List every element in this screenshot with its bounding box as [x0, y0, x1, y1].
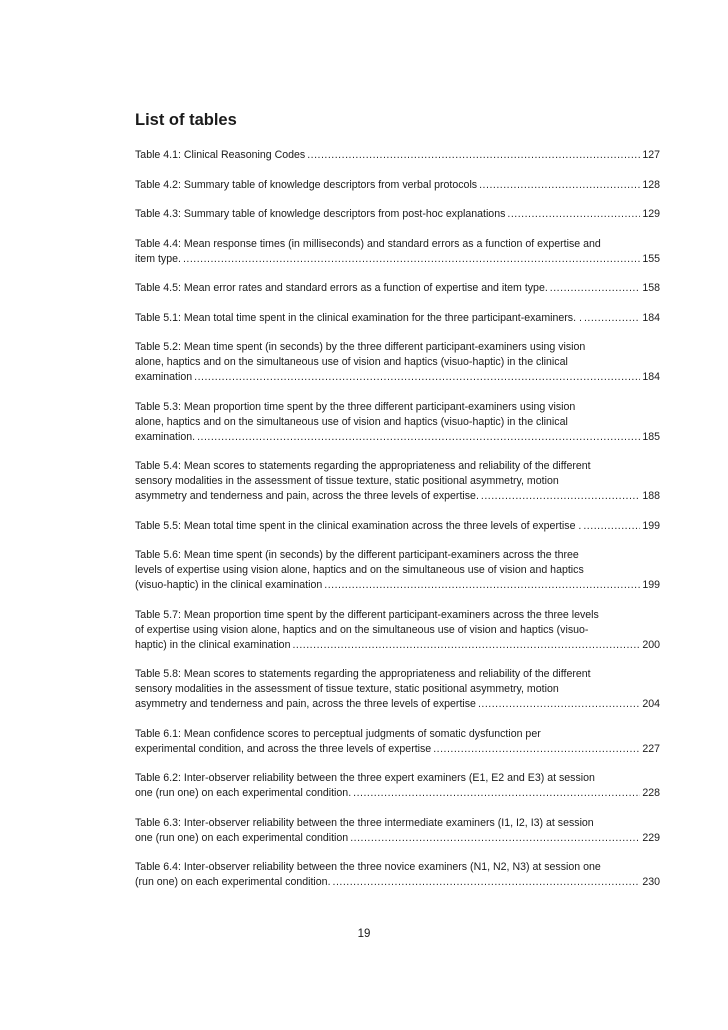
toc-entry-last-line	[135, 875, 660, 890]
toc-entry-title: haptic) in the clinical examination	[135, 638, 291, 651]
toc-entry-last-line	[135, 578, 660, 593]
toc-entry[interactable]	[135, 459, 660, 504]
toc-entry[interactable]	[135, 548, 660, 593]
toc-entry[interactable]	[135, 148, 660, 163]
page-title: List of tables	[135, 111, 237, 129]
toc-entry-text-line: sensory modalities in the assessment of tissue texture, static positional asymmetry, motion	[135, 475, 559, 487]
toc-entry-title: one (run one) on each experimental condition.	[135, 787, 352, 799]
dot-leader	[550, 281, 641, 296]
toc-entry-last-line	[135, 207, 660, 222]
toc-entry-title: one (run one) on each experimental condition	[135, 831, 349, 844]
toc-entry-last-line	[135, 430, 660, 445]
toc-entry-text-line: Table 6.1: Mean confidence scores to perceptual judgments of somatic dysfunction per	[135, 727, 541, 740]
toc-entry-last-line	[135, 311, 660, 326]
toc-entry-text-line: levels of expertise using vision alone, haptics and on the simultaneous use of vision and haptics	[135, 564, 584, 576]
toc-entry-last-line	[135, 786, 660, 801]
toc-entry-text-line: alone, haptics and on the simultaneous use of vision and haptics (visuo-haptic) in the clinical	[135, 415, 568, 428]
toc-entry-title: item type.	[135, 252, 181, 265]
toc-entry[interactable]	[135, 340, 660, 385]
dot-leader	[478, 697, 640, 712]
dot-leader	[324, 578, 640, 593]
toc-entry-page: 228	[642, 787, 660, 799]
toc-entry-title: examination.	[135, 430, 196, 443]
dot-leader	[507, 207, 640, 222]
toc-entry-text-line: of expertise using vision alone, haptics and on the simultaneous use of vision and haptics (visuo-	[135, 623, 589, 636]
toc-entry-last-line	[135, 742, 660, 757]
toc-entry[interactable]	[135, 608, 660, 653]
toc-entry-last-line	[135, 831, 660, 846]
toc-entry-title: Table 4.3: Summary table of knowledge descriptors from post-hoc explanations	[135, 208, 506, 220]
toc-entry-page: 184	[642, 371, 660, 383]
toc-entry-title: Table 5.5: Mean total time spent in the clinical examination across the three levels of expertise .	[135, 519, 582, 532]
toc-entry-last-line	[135, 370, 660, 385]
toc-entry-text-line: Table 4.4: Mean response times (in milliseconds) and standard errors as a function of expertise and	[135, 237, 601, 250]
toc-entry-page: 155	[642, 252, 660, 265]
toc-entry[interactable]	[135, 178, 660, 193]
toc-entry-title: examination	[135, 371, 193, 383]
toc-entry-title: Table 5.1: Mean total time spent in the clinical examination for the three participant-examiners. .	[135, 311, 582, 324]
toc-entry-text-line: Table 6.3: Inter-observer reliability between the three intermediate examiners (I1, I2, I3) at session	[135, 816, 594, 829]
dot-leader	[433, 742, 640, 757]
dot-leader	[481, 489, 640, 504]
toc-entry-last-line	[135, 148, 660, 163]
toc-entry[interactable]	[135, 281, 660, 296]
toc-entry[interactable]	[135, 400, 660, 445]
toc-entry[interactable]	[135, 207, 660, 222]
toc-entry-page: 188	[642, 490, 660, 502]
toc-entry[interactable]	[135, 771, 660, 801]
toc-entry-text-line: Table 6.2: Inter-observer reliability between the three expert examiners (E1, E2 and E3) at session	[135, 772, 595, 784]
toc-entry-page: 128	[642, 178, 660, 191]
toc-entry-last-line	[135, 519, 660, 534]
toc-entry-text-line: Table 5.7: Mean proportion time spent by the different participant-examiners across the three levels	[135, 608, 599, 621]
toc-entry-last-line	[135, 178, 660, 193]
toc-entry-text-line: Table 5.2: Mean time spent (in seconds) by the three different participant-examiners using vision	[135, 341, 586, 353]
toc-entry-last-line	[135, 252, 660, 267]
toc-entry-last-line	[135, 281, 660, 296]
toc-entry-title: (visuo-haptic) in the clinical examination	[135, 579, 323, 591]
dot-leader	[479, 178, 640, 193]
dot-leader	[194, 370, 640, 385]
toc-entry[interactable]	[135, 519, 660, 534]
toc-entry-title: asymmetry and tenderness and pain, across the three levels of expertise	[135, 698, 476, 710]
toc-entry-title: asymmetry and tenderness and pain, across the three levels of expertise.	[135, 490, 479, 502]
toc-entry-title: Table 4.1: Clinical Reasoning Codes	[135, 149, 306, 161]
toc-entry-title: (run one) on each experimental condition.	[135, 876, 331, 888]
toc-entry-title: Table 4.2: Summary table of knowledge descriptors from verbal protocols	[135, 178, 478, 191]
dot-leader	[197, 430, 640, 445]
toc-entry-title: Table 4.5: Mean error rates and standard errors as a function of expertise and item type.	[135, 282, 548, 294]
toc-entry-page: 158	[642, 282, 660, 294]
toc-entry-page: 230	[642, 876, 660, 888]
toc-entry-page: 227	[642, 742, 660, 755]
dot-leader	[353, 786, 640, 801]
toc-entry-text-line: sensory modalities in the assessment of tissue texture, static positional asymmetry, motion	[135, 683, 559, 695]
dot-leader	[584, 311, 640, 326]
toc-entry-last-line	[135, 697, 660, 712]
toc-entry-text-line: Table 5.4: Mean scores to statements regarding the appropriateness and reliability of the different	[135, 460, 591, 472]
toc-entry-text-line: alone, haptics and on the simultaneous use of vision and haptics (visuo-haptic) in the clinical	[135, 356, 568, 368]
toc-entry-title: experimental condition, and across the three levels of expertise	[135, 742, 432, 755]
toc-entry[interactable]	[135, 311, 660, 326]
dot-leader	[292, 638, 640, 653]
toc-entry-page: 200	[642, 638, 660, 651]
toc-entry-text-line: Table 5.3: Mean proportion time spent by the three different participant-examiners using vision	[135, 400, 576, 413]
dot-leader	[583, 519, 640, 534]
toc-entry-page: 185	[642, 430, 660, 443]
toc-entry[interactable]	[135, 860, 660, 890]
list-of-tables	[135, 148, 660, 905]
toc-entry-last-line	[135, 489, 660, 504]
toc-entry-text-line: Table 5.6: Mean time spent (in seconds) by the different participant-examiners across the three	[135, 549, 579, 561]
toc-entry-page: 229	[642, 831, 660, 844]
toc-entry-page: 129	[642, 208, 660, 220]
toc-entry[interactable]	[135, 727, 660, 757]
dot-leader	[183, 252, 640, 267]
page-number: 19	[357, 928, 371, 940]
toc-entry-text-line: Table 5.8: Mean scores to statements regarding the appropriateness and reliability of the different	[135, 668, 591, 680]
dot-leader	[350, 831, 640, 846]
toc-entry-page: 199	[642, 579, 660, 591]
toc-entry-page: 204	[642, 698, 660, 710]
dot-leader	[333, 875, 641, 890]
toc-entry-page: 199	[642, 519, 660, 532]
toc-entry-text-line: Table 6.4: Inter-observer reliability between the three novice examiners (N1, N2, N3) at session one	[135, 861, 601, 873]
toc-entry-page: 127	[642, 149, 660, 161]
toc-entry[interactable]	[135, 237, 660, 267]
dot-leader	[307, 148, 640, 163]
toc-entry[interactable]	[135, 667, 660, 712]
toc-entry[interactable]	[135, 816, 660, 846]
toc-entry-last-line	[135, 638, 660, 653]
toc-entry-page: 184	[642, 311, 660, 324]
